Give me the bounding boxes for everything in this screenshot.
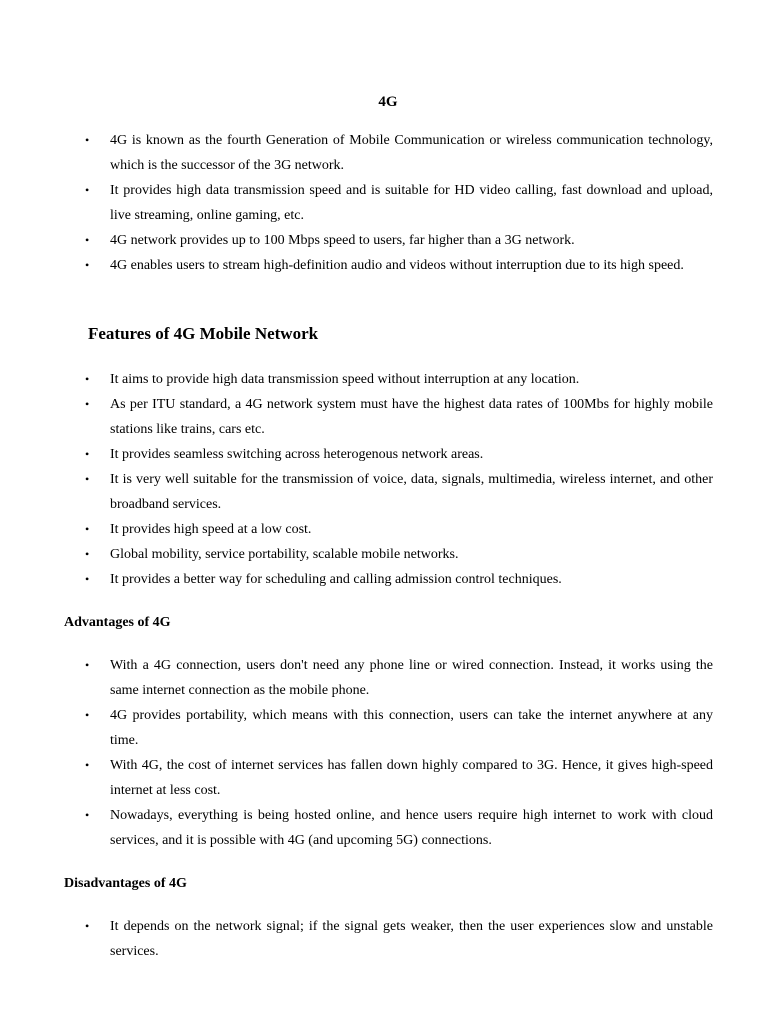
- bullet-icon: •: [85, 808, 90, 822]
- bullet-icon: •: [85, 233, 90, 247]
- bullet-icon: •: [85, 658, 90, 672]
- list-item: [82, 567, 713, 592]
- bullet-icon: •: [85, 183, 90, 197]
- list-item-text: It depends on the network signal; if the signal gets weaker, then the user experiences slow and unstable services.: [110, 919, 713, 959]
- list-item: [82, 178, 713, 228]
- list-item: [82, 803, 713, 853]
- bullet-icon: •: [85, 522, 90, 536]
- bullet-icon: •: [85, 258, 90, 272]
- bullet-icon: •: [85, 547, 90, 561]
- bullet-icon: •: [85, 447, 90, 461]
- bullet-icon: •: [85, 133, 90, 147]
- list-item: [82, 442, 713, 467]
- list-item-text: It provides high data transmission speed and is suitable for HD video calling, fast download and upload, live streaming, online gaming, etc.: [110, 183, 713, 223]
- list-item-text: As per ITU standard, a 4G network system must have the highest data rates of 100Mbs for highly mobile stations like trains, cars etc.: [110, 397, 713, 437]
- advantages-heading: Advantages of 4G: [64, 615, 171, 630]
- list-item: [82, 703, 713, 753]
- list-item-text: It provides seamless switching across heterogenous network areas.: [110, 447, 484, 462]
- list-item-text: Global mobility, service portability, scalable mobile networks.: [110, 547, 459, 562]
- list-item: [82, 517, 713, 542]
- list-item-text: It is very well suitable for the transmission of voice, data, signals, multimedia, wireless internet, and other broadband services.: [110, 472, 713, 512]
- list-item-text: 4G network provides up to 100 Mbps speed to users, far higher than a 3G network.: [110, 233, 575, 248]
- list-item: [82, 753, 713, 803]
- list-item-text: Nowadays, everything is being hosted online, and hence users require high internet to work with cloud services, and it is possible with 4G (and upcoming 5G) connections.: [110, 808, 713, 848]
- bullet-icon: •: [85, 472, 90, 486]
- list-item: [82, 392, 713, 442]
- page-title: 4G: [378, 94, 398, 110]
- bullet-icon: •: [85, 758, 90, 772]
- list-item-text: 4G is known as the fourth Generation of Mobile Communication or wireless communication technology, which is the successor of the 3G network.: [110, 133, 713, 173]
- list-item: [82, 653, 713, 703]
- list-item-text: With a 4G connection, users don't need any phone line or wired connection. Instead, it works using the same internet connection as the mobile phone.: [110, 658, 713, 698]
- list-item-text: With 4G, the cost of internet services has fallen down highly compared to 3G. Hence, it gives high-speed internet at less cost.: [110, 758, 713, 798]
- bullet-icon: •: [85, 919, 90, 933]
- list-item-text: It provides a better way for scheduling and calling admission control techniques.: [110, 572, 562, 587]
- features-heading: Features of 4G Mobile Network: [88, 324, 319, 343]
- list-item-text: 4G enables users to stream high-definition audio and videos without interruption due to its high speed.: [110, 258, 684, 273]
- advantages-list: [82, 653, 713, 853]
- list-item-text: It aims to provide high data transmission speed without interruption at any location.: [110, 372, 580, 387]
- features-list: [82, 367, 713, 592]
- list-item: [82, 228, 713, 253]
- disadvantages-heading: Disadvantages of 4G: [64, 876, 187, 891]
- list-item: [82, 542, 713, 567]
- bullet-icon: •: [85, 372, 90, 386]
- list-item-text: It provides high speed at a low cost.: [110, 522, 312, 537]
- list-item: [82, 128, 713, 178]
- list-item: [82, 367, 713, 392]
- list-item: [82, 253, 713, 278]
- list-item: [82, 467, 713, 517]
- list-item: [82, 914, 713, 964]
- list-item-text: 4G provides portability, which means with this connection, users can take the internet anywhere at any time.: [110, 708, 713, 748]
- bullet-icon: •: [85, 708, 90, 722]
- disadvantages-list: [82, 914, 713, 964]
- bullet-icon: •: [85, 572, 90, 586]
- bullet-icon: •: [85, 397, 90, 411]
- intro-list: [82, 128, 713, 278]
